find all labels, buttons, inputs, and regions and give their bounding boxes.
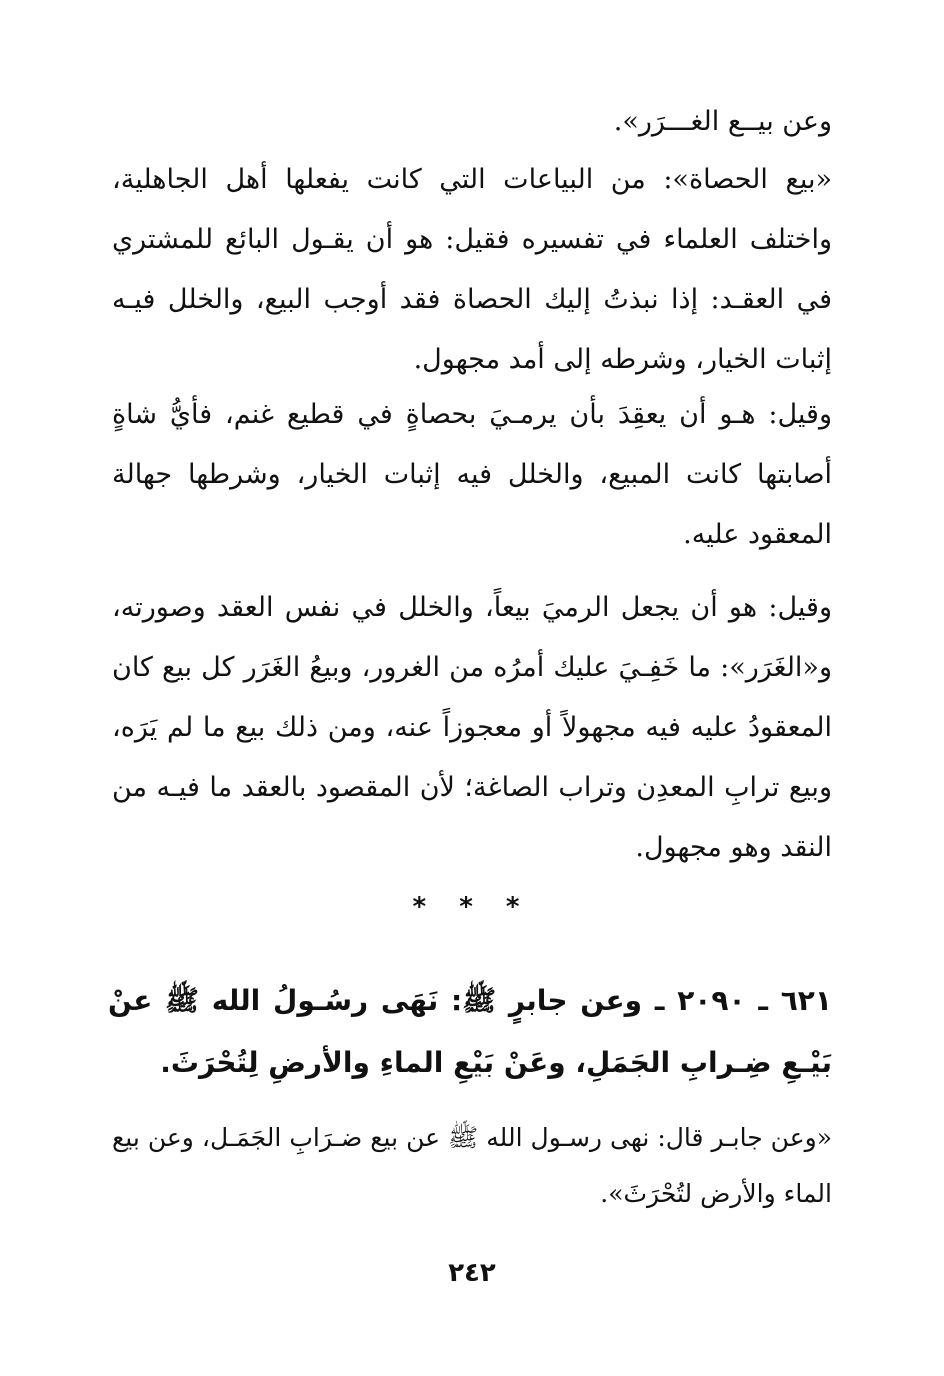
text-line: المعقودُ عليه فيه مجهولاً أو معجوزاً عنه، ومن ذلك بيع ما لم يَرَه،	[112, 712, 832, 743]
paragraph-second-opinion	[112, 385, 832, 565]
paragraph-commentary	[112, 1110, 832, 1222]
text-line: «بيع الحصاة»: من البياعات التي كانت يفعلها أهل الجاهلية،	[112, 164, 832, 195]
section-separator: * * *	[412, 892, 532, 922]
text-line: وقيل: هـو أن يعقِدَ بأن يرمـيَ بحصاةٍ في قطيع غنم، فأيُّ شاةٍ	[112, 399, 832, 430]
text-line: «وعن جابـر قال: نهى رسـول الله ﷺ عن بيع ضـرَابِ الجَمَـل،	[201, 1123, 832, 1152]
text-line: العقـد: إذا نبذتُ إليك الحصاة فقد أوجب البيع، والخلل فيـه إثبات	[112, 284, 832, 375]
text-line: وقيل: هو أن يجعل الرميَ بيعاً، والخلل في نفس العقد وصورته،	[112, 592, 832, 623]
text-line: عليه.	[683, 519, 740, 550]
text-line: أصابتها كانت المبيع، والخلل فيه إثبات الخيار، وشرطها جهالة المعقود	[112, 459, 832, 550]
text-line: و«الغَرَر»: ما خَفِـيَ عليك أمرُه من الغرور، وبيعُ الغَرَر كل بيع كان	[112, 652, 832, 683]
text-line: واختلف العلماء في تفسيره فقيل: هو أن يقـول البائع للمشتري في	[112, 224, 832, 315]
paragraph-bay-al-hasat	[112, 150, 832, 390]
text-line: وعن بيع الماء والأرض لتُحْرَثَ».	[112, 1123, 832, 1208]
text-line: وعن بيــع الغـــرَر».	[613, 106, 832, 137]
text-line: ٦٢١ ـ ٢٠٩٠ ـ وعن جابرٍ ﷺ: نَهَى رسُـولُ الله ﷺ عنْ بَيْـعِ	[108, 984, 832, 1079]
hadith-text	[108, 970, 832, 1094]
paragraph-gharar-end	[112, 92, 832, 152]
text-line: الخيار، وشرطه إلى أمد مجهول.	[413, 344, 767, 375]
paragraph-third-opinion	[112, 578, 832, 878]
text-line: النقد وهو مجهول.	[635, 832, 832, 863]
text-line: وبيع ترابِ المعدِن وتراب الصاغة؛ لأن المقصود بالعقد ما فيـه من	[112, 772, 832, 803]
text-line: ضِـرابِ الجَمَلِ، وعَنْ بَيْعِ الماءِ والأرضِ لِتُحْرَثَ.	[160, 1046, 772, 1079]
page-number: ٢٤٢	[448, 1258, 496, 1288]
